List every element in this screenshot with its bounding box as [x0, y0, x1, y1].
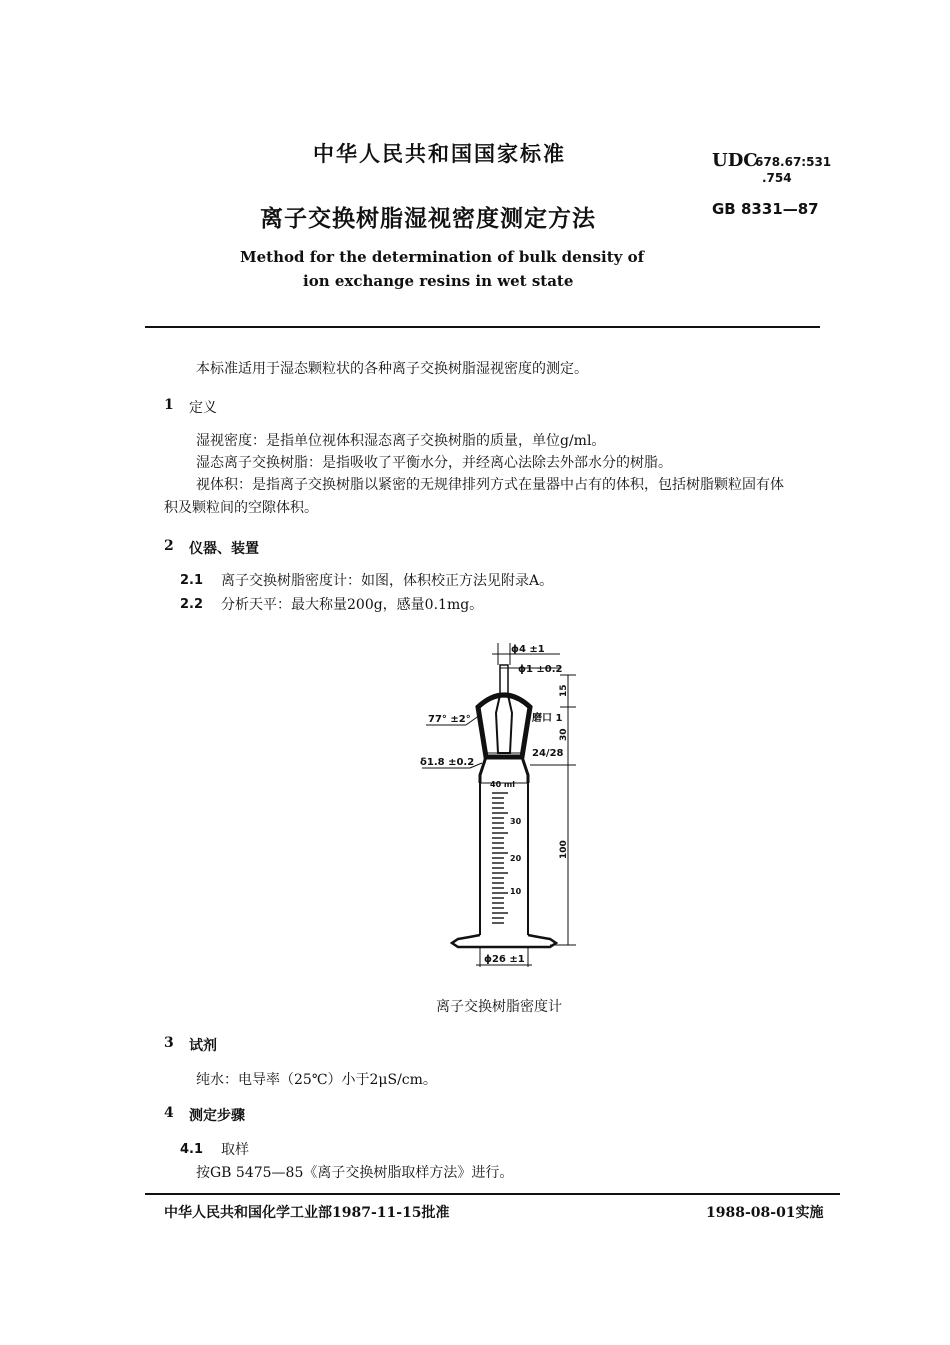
document-title-cn: 离子交换树脂湿视密度测定方法 [260, 205, 596, 232]
wall-thickness-label: δ1.8 ±0.2 [420, 757, 475, 768]
standard-type: 中华人民共和国国家标准 [313, 141, 566, 166]
section-1-title: 定义 [189, 400, 217, 416]
scale-mark-30: 30 [510, 817, 522, 826]
scope-paragraph: 本标准适用于湿态颗粒状的各种离子交换树脂湿视密度的测定。 [196, 361, 588, 377]
scale-mark-20: 20 [510, 854, 522, 863]
item-4-1-number: 4.1 [180, 1142, 204, 1157]
definition-wet-bulk-density: 湿视密度：是指单位视体积湿态离子交换树脂的质量，单位g/ml。 [196, 433, 606, 449]
cylinder-base [452, 935, 556, 947]
item-4-1-text: 按GB 5475—85《离子交换树脂取样方法》进行。 [196, 1165, 514, 1181]
document-title-en-line2: ion exchange resins in wet state [303, 272, 574, 290]
graduation-scale [492, 793, 508, 923]
dim-inner-label: ϕ1 ±0.2 [518, 664, 563, 675]
item-2-2-number: 2.2 [180, 597, 204, 612]
densimeter-drawing [400, 635, 610, 975]
effective-date: 1988-08-01实施 [706, 1205, 824, 1221]
dim-base-label: ϕ26 ±1 [484, 954, 525, 965]
dim-30-label: 30 [559, 728, 569, 741]
ground-joint-label: 磨口 1 [532, 713, 563, 724]
figure-caption: 离子交换树脂密度计 [436, 999, 562, 1015]
section-2-title: 仪器、装置 [189, 541, 259, 557]
udc-code-line2: .754 [762, 171, 792, 185]
item-2-2-text: 分析天平：最大称量200g，感量0.1mg。 [221, 597, 484, 613]
stopper-channel [496, 695, 512, 753]
definition-apparent-volume-line1: 视体积：是指离子交换树脂以紧密的无规律排列方式在量器中占有的体积，包括树脂颗粒固有体 [196, 477, 784, 493]
approval-info: 中华人民共和国化学工业部1987-11-15批准 [164, 1205, 450, 1221]
reagent-pure-water: 纯水：电导率（25℃）小于2μS/cm。 [196, 1072, 437, 1088]
section-3-title: 试剂 [189, 1038, 217, 1054]
volume-capacity-label: 40 ml [490, 780, 515, 789]
scale-mark-10: 10 [510, 887, 522, 896]
item-2-1-number: 2.1 [180, 573, 204, 588]
item-4-1-title: 取样 [221, 1142, 249, 1158]
dim-100-label: 100 [559, 840, 569, 859]
section-1-number: 1 [164, 397, 174, 413]
udc-code-line1: 678.67:531 [755, 155, 832, 169]
udc-label: UDC [712, 150, 758, 171]
item-2-1-text: 离子交换树脂密度计：如图，体积校正方法见附录A。 [221, 573, 554, 589]
document-title-en-line1: Method for the determination of bulk density of [240, 248, 645, 266]
stopper-stem [500, 665, 508, 695]
angle-label: 77° ±2° [428, 714, 471, 725]
stopper-head [478, 695, 530, 757]
footer-rule [145, 1193, 840, 1195]
definition-apparent-volume-line2: 积及颗粒间的空隙体积。 [164, 500, 318, 516]
definition-wet-resin: 湿态离子交换树脂：是指吸收了平衡水分，并经离心法除去外部水分的树脂。 [196, 455, 672, 471]
section-4-number: 4 [164, 1105, 174, 1121]
section-2-number: 2 [164, 538, 174, 554]
joint-size-label: 24/28 [532, 748, 564, 759]
header-rule [145, 326, 820, 328]
gb-number: GB 8331—87 [712, 200, 819, 218]
dim-top-label: ϕ4 ±1 [511, 644, 545, 655]
section-3-number: 3 [164, 1035, 174, 1051]
section-4-title: 测定步骤 [189, 1108, 245, 1124]
dim-15-label: 15 [559, 684, 569, 697]
